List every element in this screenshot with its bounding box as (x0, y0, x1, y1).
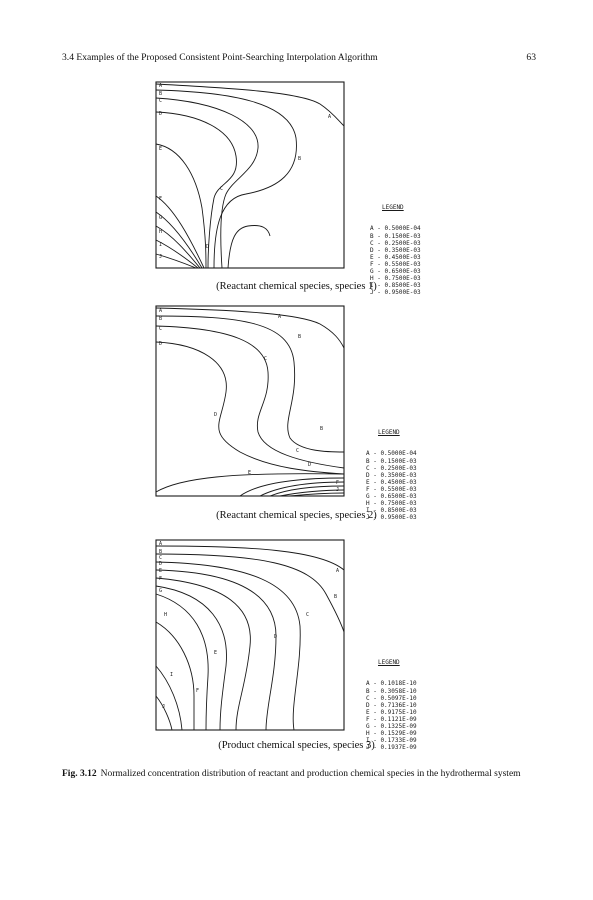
contour-label: A (159, 308, 163, 314)
contour-label: E (159, 568, 163, 574)
legend-entry: A - 0.5000E-04 (366, 450, 417, 458)
legend-entry: G - 0.1325E-09 (366, 723, 417, 731)
plot-frame (156, 306, 344, 496)
contour-line-a (156, 84, 344, 126)
contour-label: D (274, 634, 278, 640)
contour-label: F (336, 480, 340, 486)
legend-entry: D - 0.7136E-10 (366, 701, 417, 709)
figure-caption-text: Normalized concentration distribution of reactant and production chemical species in the hydrothermal system (100, 769, 521, 779)
legend-title: LEGEND (378, 659, 400, 667)
legend-entry: F - 0.5500E-03 (366, 485, 417, 493)
legend-entry: G - 0.6500E-03 (366, 493, 417, 501)
contour-line-a (156, 546, 344, 570)
contour-label: H (164, 612, 168, 618)
legend-entry: C - 0.5097E-10 (366, 694, 417, 702)
contour-line-c (156, 326, 344, 468)
figure-label: Fig. 3.12 (62, 769, 97, 779)
contour-label: B (298, 156, 302, 162)
contour-label: C (296, 448, 300, 454)
contour-plot-species-1 (150, 78, 350, 278)
subfigure-caption: (Reactant chemical species, species 1) (216, 281, 377, 292)
contour-label: F (196, 688, 200, 694)
legend-entry: J - 0.9500E-03 (366, 514, 417, 522)
legend-entry: E - 0.4500E-03 (370, 253, 421, 261)
contour-line-e (156, 144, 206, 268)
legend-entry: J - 0.1937E-09 (366, 744, 417, 752)
legend-entry: D - 0.3500E-03 (370, 246, 421, 254)
contour-label: A (159, 541, 163, 547)
legend-title: LEGEND (378, 429, 400, 437)
legend-entry: G - 0.6500E-03 (370, 268, 421, 276)
contour-plot-species-3 (150, 536, 350, 736)
contour-label: G (159, 588, 163, 594)
legend-entry: B - 0.1500E-03 (370, 232, 421, 240)
contour-label: C (159, 98, 163, 104)
contour-line-e (156, 578, 250, 730)
legend-entry: B - 0.3058E-10 (366, 687, 417, 695)
contour-label: A (328, 114, 332, 120)
running-head (62, 52, 536, 66)
contour-label: B (159, 549, 163, 555)
legend-entry: H - 0.7500E-03 (366, 500, 417, 508)
contour-label: J (162, 704, 166, 710)
contour-label: C (159, 555, 163, 561)
contour-line-inner (228, 225, 270, 268)
plot-frame (156, 82, 344, 268)
contour-label: I (159, 242, 163, 248)
legend-entry: I - 0.1733E-09 (366, 737, 417, 745)
legend-entry: F - 0.5500E-03 (370, 260, 421, 268)
contour-label: B (159, 316, 163, 322)
contour-line-f (156, 586, 226, 730)
contour-label: D (159, 561, 163, 567)
contour-line-d (156, 112, 236, 268)
page-number: 63 (526, 52, 536, 63)
legend-entry: E - 0.9175E-10 (366, 708, 417, 716)
legend-entry: C - 0.2500E-03 (366, 464, 417, 472)
legend-entry: A - 0.1018E-10 (366, 680, 417, 688)
legend-entry: F - 0.1121E-09 (366, 715, 417, 723)
contour-line-i (156, 240, 198, 268)
legend-entry: A - 0.5000E-04 (370, 225, 421, 233)
contour-label: C (220, 186, 224, 192)
contour-line-g (156, 212, 202, 268)
contour-label: E (159, 146, 163, 152)
contour-label: D (214, 412, 218, 418)
contour-label: E (248, 470, 252, 476)
contour-label: J (159, 254, 163, 260)
contour-label: B (159, 91, 163, 97)
figure-caption (62, 768, 536, 780)
legend-entry: E - 0.4500E-03 (366, 478, 417, 486)
contour-label: D (159, 111, 163, 117)
contour-label: B (334, 594, 338, 600)
contour-label: J (336, 487, 340, 493)
legend-entry: B - 0.1500E-03 (366, 457, 417, 465)
contour-line-c (156, 562, 300, 730)
contour-label: B (320, 426, 324, 432)
contour-label: C (159, 326, 163, 332)
legend-title: LEGEND (382, 204, 404, 212)
legend-entry: H - 0.7500E-03 (370, 275, 421, 283)
contour-label: D (308, 462, 312, 468)
legend-entry: J - 0.9500E-03 (370, 289, 421, 297)
contour-label: D (159, 341, 163, 347)
contour-label: C (306, 612, 310, 618)
contour-label: F (159, 576, 163, 582)
subfigure-caption: (Product chemical species, species 3) (218, 740, 375, 751)
contour-label: C (264, 356, 268, 362)
contour-label: G (159, 215, 163, 221)
contour-line-d (156, 342, 344, 474)
running-head-title: 3.4 Examples of the Proposed Consistent Point-Searching Interpolation Algorithm (62, 52, 378, 63)
contour-line-b (156, 90, 296, 268)
legend-entry: I - 0.8500E-03 (366, 507, 417, 515)
contour-label: E (214, 650, 218, 656)
contour-label: D (206, 244, 210, 250)
legend-entry: D - 0.3500E-03 (366, 471, 417, 479)
contour-label: A (159, 83, 163, 89)
subfigure-caption: (Reactant chemical species, species 2) (216, 510, 377, 521)
contour-line-a (156, 308, 344, 348)
contour-line-b (156, 316, 344, 452)
legend-entry: I - 0.8500E-03 (370, 282, 421, 290)
legend-entry: C - 0.2500E-03 (370, 239, 421, 247)
contour-label: H (159, 229, 163, 235)
contour-label: I (170, 672, 174, 678)
contour-label: B (298, 334, 302, 340)
contour-line-j (156, 696, 172, 730)
contour-label: A (336, 568, 340, 574)
contour-line-h (156, 622, 194, 730)
contour-label: F (159, 196, 163, 202)
contour-plot-species-2 (150, 302, 350, 502)
legend-entry: H - 0.1529E-09 (366, 730, 417, 738)
contour-label: A (278, 314, 282, 320)
contour-line-f (156, 196, 204, 268)
